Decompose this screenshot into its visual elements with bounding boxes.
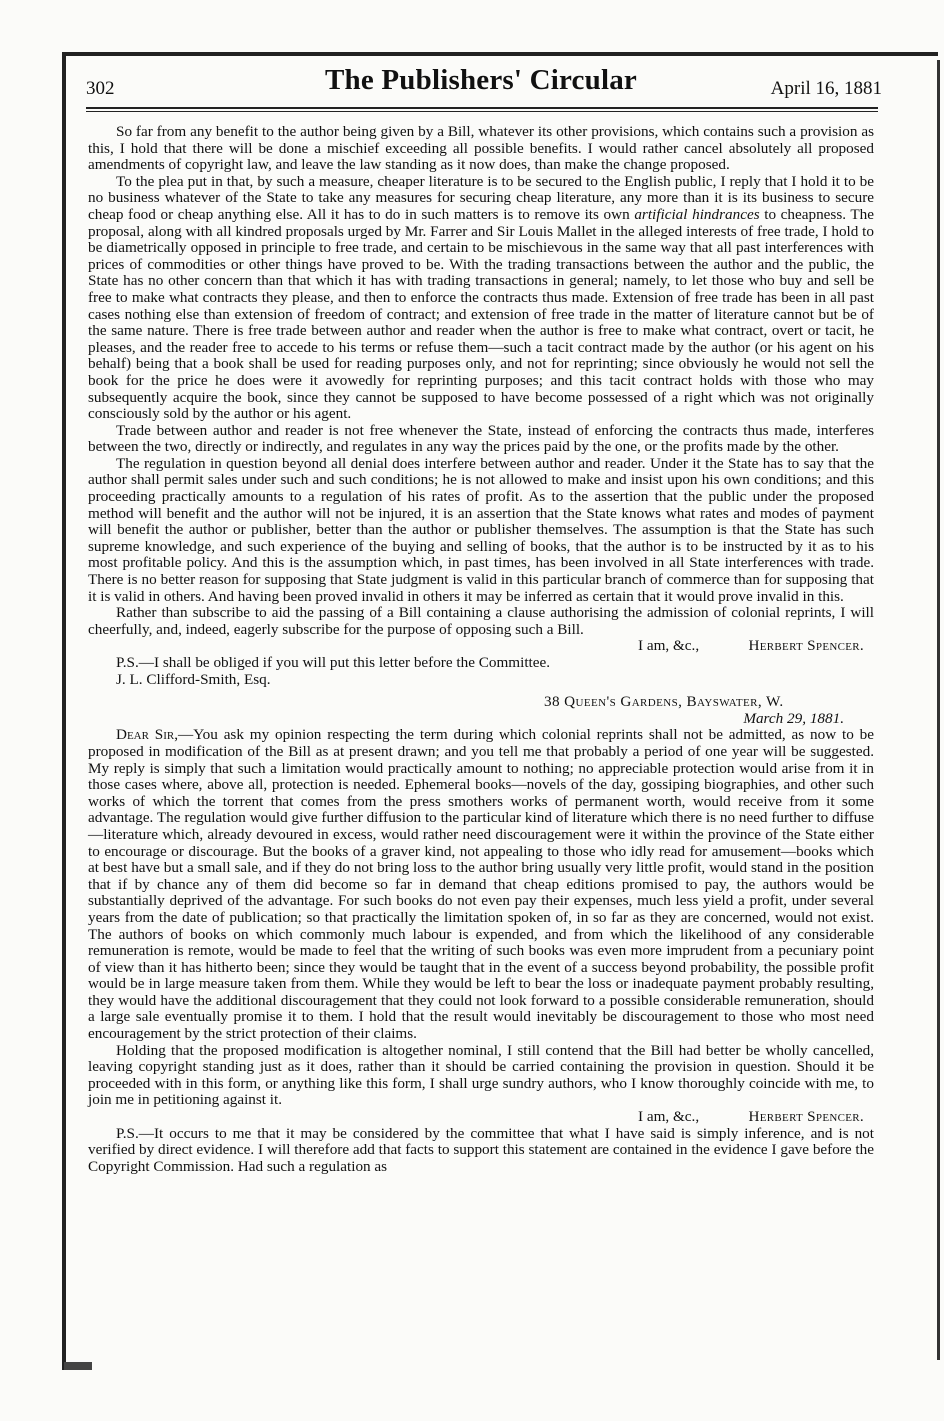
paragraph: Holding that the proposed modification is altogether nominal, I still contend that the Bill had better be wholly cancelled, leaving copyright standing just as it does, rather than it should be carried containing the provision in question. Should it be proceeded with in this form, or anything like this form, I shall urge sundry authors, who I know thoroughly coincide with me, to join me in petitioning against it. xyxy=(88,1041,874,1109)
bottom-corner-mark xyxy=(64,1362,92,1370)
closing: I am, &c., xyxy=(637,637,700,655)
issue-date: April 16, 1881 xyxy=(770,78,882,99)
postscript: P.S.—It occurs to me that it may be considered by the committee that what I have said is simply inference, and is not verified by direct evidence. I will therefore add that facts to support this statement are contained in the evidence I gave before the Copyright Commission. Had such a regulation as xyxy=(88,1124,874,1175)
top-border-rule xyxy=(66,52,938,56)
running-header xyxy=(86,64,882,104)
letter-heading xyxy=(88,694,874,727)
signature-line xyxy=(88,638,874,655)
signature: Herbert Spencer. xyxy=(748,637,864,655)
paragraph: To the plea put in that, by such a measure, cheaper literature is to be secured to the English public, I reply that I hold it to be no business whatever of the State to take any measures for securing cheap literature, any more than it is its business to secure cheap food or cheap anything else. All it has to do in such matters is to remove its own artificial hindrances to cheapness. The proposal, along with all kindred proposals urged by Mr. Farrer and Sir Louis Mallet in the alleged interests of free trade, I hold to be diametrically opposed in principle to free trade, and certain to be mischievous in the same way that all past interferences with prices of commodities or other things have proved to be. With the trading transactions between the author and the public, the State has no other concern than that which it has with trading transactions in general; namely, to let those who buy and sell be free to make what contracts they please, and then to enforce the contracts thus made. Extension of free trade has been in all past cases nothing else than extension of freedom of contract; and extension of free trade in the matter of literature cannot but be of the same nature. There is free trade between author and reader when the author is free to make what contract, overt or tacit, he pleases, and the reader free to accede to his terms or refuse them—such a tacit contract made by the author (or his agent on his behalf) being that a book shall be used for reading purposes only, and not for reprinting; since obviously he would not sell the book for the price he does were it avowedly for reprinting purposes; and this tacit contract holds with those who may subsequently acquire the book, since they cannot be supposed to have become possessed of a right which was not originally consciously sold by the author or his agent. xyxy=(88,172,874,423)
recipient: J. L. Clifford-Smith, Esq. xyxy=(116,670,271,688)
publication-title: The Publishers' Circular xyxy=(324,64,637,96)
postscript: P.S.—I shall be obliged if you will put this letter before the Committee. xyxy=(116,654,551,671)
paragraph: Trade between author and reader is not free whenever the State, instead of enforcing the contracts thus made, interferes between the two, directly or indirectly, and regulates in any way the prices paid by the one, or the profits made by the other. xyxy=(88,421,874,456)
paragraph: The regulation in question beyond all denial does interfere between author and reader. Under it the State has to say that the author shall permit sales under such and such conditions; he is not allowed to make and insist upon his own conditions; and this proceeding practically amounts to a regulation of his rates of profit. As to the assertion that the public under the proposed method will benefit and the author will not be injured, it is an assertion that the State knows what rates and modes of payment will benefit the author or publisher, better than the author or publisher themselves. The assumption is that the State has such supreme knowledge, and such experience of the buying and selling of books, that the author is to be instructed by it as to his most profitable policy. And this is the assumption which, in past times, has been involved in all State interferences with trade. There is no better reason for supposing that State judgment is valid in this particular branch of commerce than for supposing that it is valid in others. And having been proved invalid in others it may be inferred as certain that it would prove invalid in this. xyxy=(88,454,874,605)
paragraph: Rather than subscribe to aid the passing of a Bill containing a clause authorising the admission of colonial reprints, I will cheerfully, and, indeed, eagerly subscribe for the purpose of opposing such a Bill. xyxy=(88,604,874,638)
page-number: 302 xyxy=(86,78,115,99)
paragraph: So far from any benefit to the author being given by a Bill, whatever its other provisions, which contains such a provision as this, I hold that there will be done a mischief exceeding all possible benefits. I would rather cancel absolutely all proposed amendments of copyright law, and leave the law standing as it now does, than make the change proposed. xyxy=(88,123,874,174)
letter-date: March 29, 1881. xyxy=(743,709,844,727)
header-rule-thin xyxy=(86,111,878,112)
paragraph: —You ask my opinion respecting the term during which colonial reprints shall not be admitted, as now to be proposed in modification of the Bill as at present drawn; and you tell me that probably a period of one year will be suggested. My reply is simply that such a limitation would practically amount to nothing; no appreciable protection would arise from it in those cases where, above all, protection is needed. Ephemeral books—novels of the day, gossiping biographies, and other such works of which the torrent that comes from the press smothers works of permanent worth, would receive from it some advantage. The regulation would give further diffusion to the particular kind of literature which there is no need further to diffuse—literature which, already devoured in excess, would rather need discouragement were it within the province of the State either to encourage or discourage. But the books of a graver kind, not appealing to those who idly read for amusement—books which at best have but a small sale, and if they do not bring loss to the author bring usually very little profit, would stand in the position that if by chance any of them did become so far in demand that cheap editions promised to pay, the authors would be substantially deprived of the advantage. For such books do not even pay their expenses, much less yield a profit, under several years from the date of publication; so that practically the limitation spoken of, in so far as they are concerned, would not exist. The authors of books on which commonly much labour is expended, and from which the likelihood of any considerable remuneration is remote, would be made to feel that the writing of such books was even more imprudent from a pecuniary point of view than it has hitherto been; since they would be taught that in the event of a success beyond probability, the possible profit would be in large measure taken from them. While they would be left to bear the loss or inadequate payment probably resulting, they would have the additional discouragement that they could not look forward to a possible considerable remuneration, should a large sale eventually promise it to them. I hold that the result would inevitably be discouragement to those who most need encouragement by the strict protection of their claims. xyxy=(88,726,874,1043)
header-rule xyxy=(86,107,878,109)
article-body xyxy=(88,124,874,1175)
left-binding-edge xyxy=(62,52,66,1370)
signature: Herbert Spencer. xyxy=(748,1108,864,1126)
closing: I am, &c., xyxy=(637,1108,700,1126)
salutation: Dear Sir, xyxy=(116,726,179,744)
signature-line xyxy=(88,1109,874,1126)
right-page-edge xyxy=(937,60,940,1360)
sender-address: 38 Queen's Gardens, Bayswater, W. xyxy=(544,693,784,711)
